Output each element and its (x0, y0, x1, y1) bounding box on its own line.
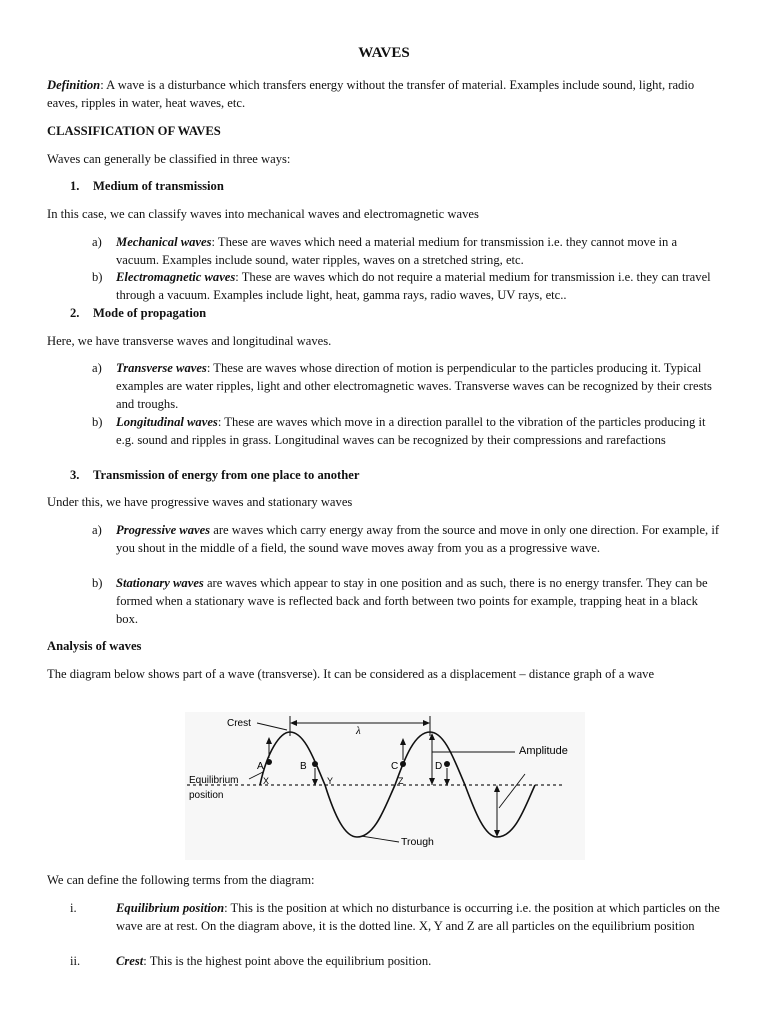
item-marker: b) (92, 415, 103, 429)
trough-label: Trough (401, 836, 434, 848)
item-text: : These are waves which need a material medium for transmission i.e. they cannot move in a vacuum. Examples include sound, water ripples, waves on a stretched string, etc. (116, 235, 678, 267)
analysis-heading: Analysis of waves (47, 639, 142, 653)
item-text: are waves which carry energy away from the source and move in only one direction. For example, if you shout in the middle of a field, the sound wave moves away from you as a progressive wave. (116, 523, 720, 555)
definition-item-text: : This is the position at which no disturbance is occurring i.e. the position at which particles on the wave are at rest. On the diagram above, it is the dotted line. X, Y and Z are all particles on the equilibrium position (116, 901, 720, 933)
point-d-label: D (435, 761, 443, 772)
definition-item-term: Crest (116, 954, 144, 968)
analysis-text: The diagram below shows part of a wave (transverse). It can be considered as a displacement – distance graph of a wave (47, 667, 655, 681)
point-c-label: C (391, 761, 399, 772)
item-text: : These are waves whose direction of motion is perpendicular to the particles producing it. Typical examples are water ripples, light and other electromagnetic waves. Transverse waves can be recognized by their crests and troughs. (116, 361, 712, 411)
item-term: Progressive waves (116, 523, 211, 537)
item-term: Stationary waves (116, 576, 204, 590)
definition-term: Definition (47, 78, 101, 92)
item-marker: a) (92, 523, 102, 537)
item-text: : These are waves which move in a direction parallel to the vibration of the particles producing it e.g. sound and ripples in grass. Longitudinal waves can be recognized by their compressions and rarefactions (116, 415, 706, 447)
item-text: are waves which appear to stay in one position and as such, there is no energy transfer. They can be formed when a stationary wave is reflected back and forth between two points for example, trapping heat in a black box. (116, 576, 708, 626)
definition-marker: i. (70, 901, 77, 915)
equilibrium-label-line2: position (189, 790, 224, 801)
section-2-number: 2. (70, 306, 80, 320)
item-term: Transverse waves (116, 361, 207, 375)
classification-intro: Waves can generally be classified in three ways: (47, 152, 291, 166)
particle-b (312, 761, 318, 767)
crest-label: Crest (227, 718, 251, 729)
item-term: Mechanical waves (116, 235, 212, 249)
item-marker: a) (92, 361, 102, 375)
particle-c (400, 761, 406, 767)
point-a-label: A (257, 761, 264, 772)
definition-marker: ii. (70, 954, 81, 968)
section-3-number: 3. (70, 468, 80, 482)
item-term: Electromagnetic waves (116, 270, 236, 284)
particle-a (266, 759, 272, 765)
section-1-intro: In this case, we can classify waves into mechanical waves and electromagnetic waves (47, 207, 479, 221)
particle-d (444, 761, 450, 767)
item-marker: b) (92, 270, 103, 284)
classification-heading: CLASSIFICATION OF WAVES (47, 124, 221, 138)
section-3-heading: Transmission of energy from one place to another (93, 468, 360, 482)
item-marker: b) (92, 576, 103, 590)
page-title: WAVES (358, 45, 410, 61)
point-b-label: B (300, 761, 307, 772)
amplitude-label: Amplitude (519, 745, 568, 757)
define-intro: We can define the following terms from the diagram: (47, 873, 315, 887)
equilibrium-label-line1: Equilibrium (189, 775, 239, 786)
item-text: : These are waves which do not require a material medium for transmission i.e. they can travel through a vacuum. Examples include light, heat, gamma rays, radio waves, UV rays, etc.. (116, 270, 711, 302)
point-z-label: Z (398, 776, 404, 786)
definition-item-term: Equilibrium position (116, 901, 225, 915)
definition-text: : A wave is a disturbance which transfers energy without the transfer of material. Examples include sound, light, radio eaves, ripples in water, heat waves, etc. (47, 78, 695, 110)
item-marker: a) (92, 235, 102, 249)
section-2-heading: Mode of propagation (93, 306, 207, 320)
section-3-intro: Under this, we have progressive waves and stationary waves (47, 495, 353, 509)
item-term: Longitudinal waves (116, 415, 218, 429)
definition-paragraph (47, 76, 727, 112)
point-y-label: Y (327, 776, 334, 786)
section-1-heading: Medium of transmission (93, 179, 224, 193)
wave-diagram (185, 712, 585, 860)
diagram-background (185, 712, 585, 860)
point-x-label: X (263, 776, 270, 786)
section-1-number: 1. (70, 179, 80, 193)
definition-item-text: : This is the highest point above the equilibrium position. (143, 954, 432, 968)
section-2-intro: Here, we have transverse waves and longitudinal waves. (47, 334, 332, 348)
lambda-label: λ (356, 725, 361, 737)
